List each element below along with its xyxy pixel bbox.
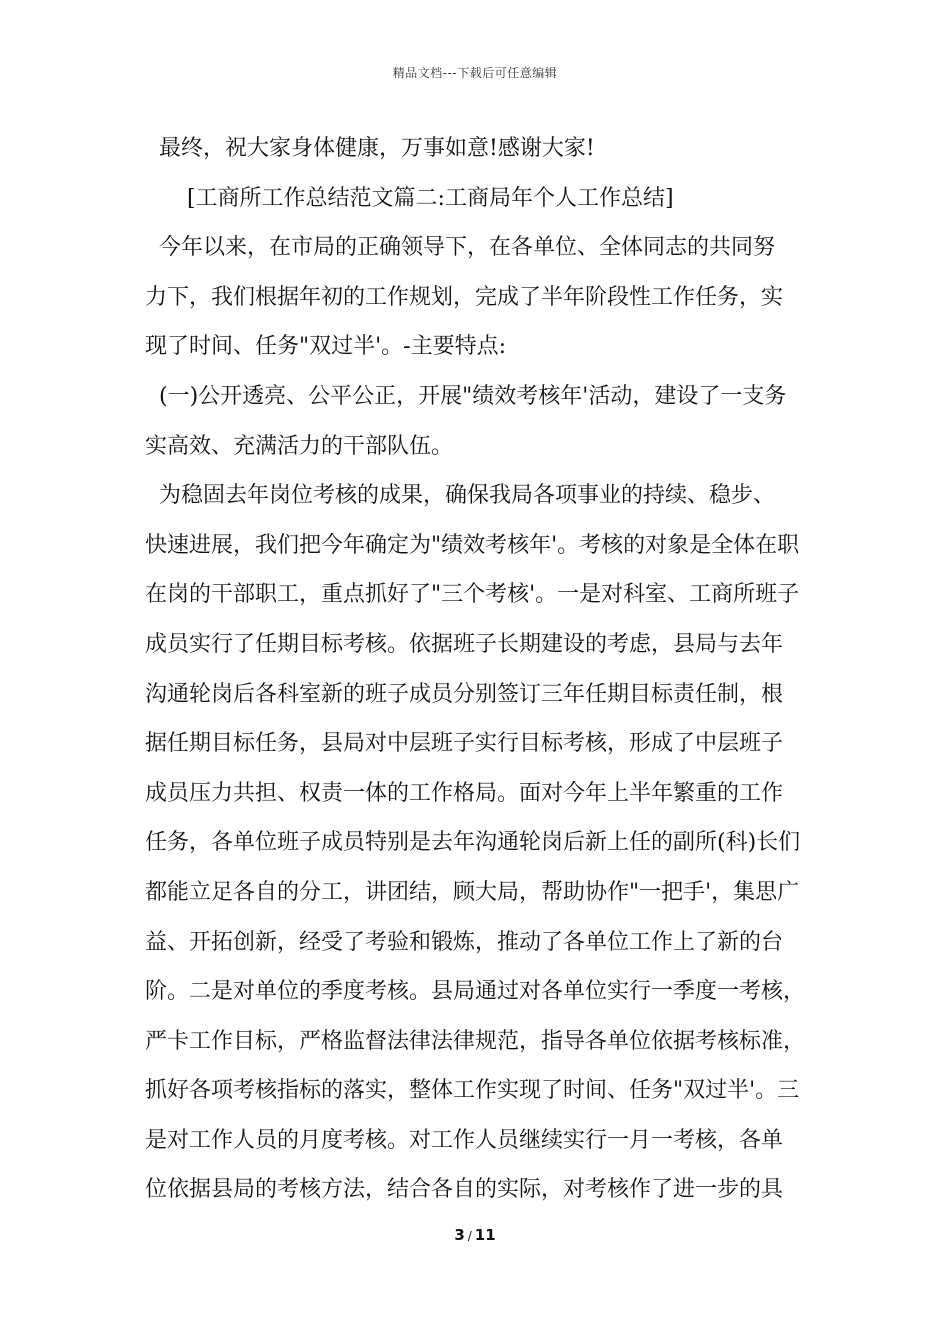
text-line: 任务，各单位班子成员特别是去年沟通轮岗后新上任的副所(科)长们: [145, 830, 801, 856]
text-line: 严卡工作目标，严格监督法律法律规范，指导各单位依据考核标准，: [145, 1028, 806, 1054]
text-line: 实高效、充满活力的干部队伍。: [145, 433, 454, 459]
text-line: 为稳固去年岗位考核的成果，确保我局各项事业的持续、稳步、: [145, 483, 775, 509]
text-line: 力下，我们根据年初的工作规划，完成了半年阶段性工作任务，实: [145, 284, 784, 310]
text-line: 快速进展，我们把今年确定为"绩效考核年'。考核的对象是全体在职: [145, 532, 800, 558]
text-line: 成员压力共担、权责一体的工作格局。面对今年上半年繁重的工作: [145, 780, 784, 806]
page-separator: /: [467, 1229, 472, 1243]
text-line: 是对工作人员的月度考核。对工作人员继续实行一月一考核，各单: [145, 1127, 784, 1153]
page-number: [0, 1226, 950, 1244]
current-page-number: 3: [454, 1226, 465, 1244]
text-line: 位依据县局的考核方法，结合各自的实际，对考核作了进一步的具: [145, 1177, 784, 1203]
text-line: 成员实行了任期目标考核。依据班子长期建设的考虑，县局与去年: [145, 631, 784, 657]
text-line: 沟通轮岗后各科室新的班子成员分别签订三年任期目标责任制，根: [145, 681, 784, 707]
text-line: 现了时间、任务"双过半'。-主要特点:: [145, 334, 507, 360]
text-line: 据任期目标任务，县局对中层班子实行目标考核，形成了中层班子: [145, 731, 784, 757]
text-line: 今年以来，在市局的正确领导下，在各单位、全体同志的共同努: [145, 235, 775, 261]
text-line: 抓好各项考核指标的落实，整体工作实现了时间、任务"双过半'。三: [145, 1078, 800, 1104]
text-line: (一)公开透亮、公平公正，开展"绩效考核年'活动，建设了一支务: [145, 383, 787, 409]
text-line: 益、开拓创新，经受了考验和锻炼，推动了各单位工作上了新的台: [145, 929, 784, 955]
text-line: 阶。二是对单位的季度考核。县局通过对各单位实行一季度一考核，: [145, 979, 806, 1005]
text-line: 都能立足各自的分工，讲团结，顾大局，帮助协作"一把手'，集思广: [145, 879, 800, 905]
text-line: 最终，祝大家身体健康，万事如意!感谢大家!: [145, 136, 595, 161]
text-line: [工商所工作总结范文篇二:工商局年个人工作总结]: [145, 185, 674, 211]
text-line: 在岗的干部职工，重点抓好了"三个考核'。一是对科室、工商所班子: [145, 582, 800, 608]
total-pages-number: 11: [474, 1226, 496, 1244]
document-body: [145, 124, 817, 1215]
page-header: 精品文档---下载后可任意编辑: [392, 66, 558, 80]
